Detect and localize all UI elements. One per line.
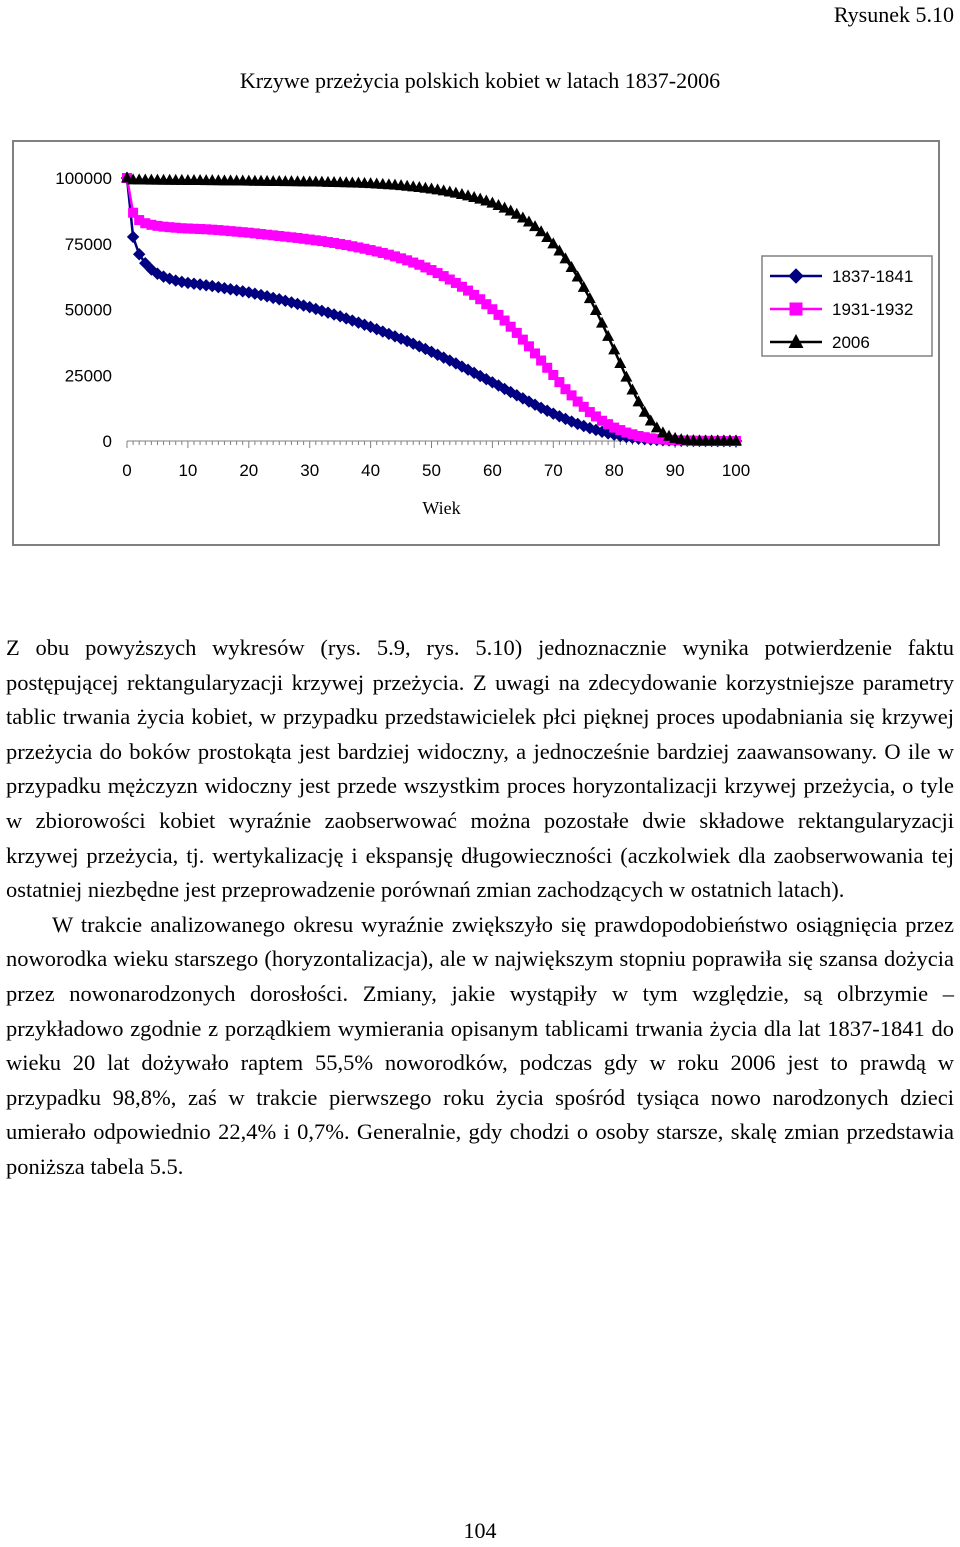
series-line: [127, 178, 736, 441]
x-tick-label: 90: [665, 461, 685, 480]
x-tick-label: 50: [422, 461, 441, 480]
legend-label: 2006: [832, 333, 870, 352]
x-tick-label: 10: [178, 461, 198, 480]
series-line: [127, 178, 736, 441]
x-tick-label: 20: [239, 461, 259, 480]
data-point: [620, 371, 632, 382]
data-point: [602, 330, 614, 341]
series-1837-1841: [122, 173, 742, 447]
x-tick-label: 100: [721, 461, 751, 480]
x-tick-label: 60: [482, 461, 502, 480]
data-point: [614, 357, 626, 368]
data-point: [128, 231, 139, 242]
chart-legend: [762, 256, 932, 356]
y-tick-label: 100000: [55, 169, 112, 188]
body-text: [6, 631, 954, 1185]
data-point: [790, 303, 803, 316]
x-tick-label: 70: [543, 461, 563, 480]
x-tick-label: 0: [122, 461, 132, 480]
legend-label: 1837-1841: [832, 267, 914, 286]
y-tick-label: 50000: [64, 300, 112, 320]
figure-title: Krzywe przeżycia polskich kobiet w latach 1837-2006: [239, 68, 721, 93]
page-number: 104: [463, 1518, 497, 1543]
x-axis-label: Wiek: [422, 498, 461, 518]
x-tick-label: 30: [300, 461, 320, 480]
series-1931-1932: [122, 173, 741, 446]
x-tick-label: 40: [361, 461, 381, 480]
y-tick-label: 25000: [64, 366, 112, 386]
x-tick-label: 80: [604, 461, 624, 480]
survival-curves-chart: [12, 140, 940, 546]
chart-series: [121, 172, 742, 447]
y-tick-label: 0: [102, 432, 112, 451]
y-tick-label: 75000: [64, 234, 112, 254]
series-2006: [121, 172, 742, 446]
paragraph: Z obu powyższych wykresów (rys. 5.9, rys. 5.10) jednoznacznie wynika potwierdzenie faktu postępującej rektangularyzacji krzywej przeżycia. Z uwagi na zdecydowanie korzystniejsze parametry tablic trwania życia kobiet, w przypadku przedstawicielek płci pięknej proces upodabniania się krzywej przeżycia do boków prostokąta jest bardziej widoczny, a jednocześnie bardziej zaawansowany. O ile w przypadku mężczyzn widoczny jest przede wszystkim proces horyzontalizacji krzywej przeżycia, o tyle w zbiorowości kobiet wyraźnie zaobserwować można pozostałe dwie składowe rektangularyzacji krzywej przeżycia, tj. wertykalizację i ekspansję długowieczności (aczkolwiek dla zaobserwowania tej ostatniej niezbędne jest przeprowadzenie porównań zmian zachodzących w ostatnich latach).: [6, 635, 954, 903]
figure-label: Rysunek 5.10: [833, 2, 954, 27]
data-point: [608, 343, 620, 354]
data-point: [590, 304, 602, 315]
data-point: [584, 292, 596, 303]
paragraph: W trakcie analizowanego okresu wyraźnie zwiększyło się prawdopodobieństwo osiągnięcia przez noworodka wieku starszego (horyzontalizacja), ale w największym stopniu poprawiła się szansa dożycia przez nowonarodzonych dorosłości. Zmiany, jakie wystąpiły w tym względzie, są olbrzymie – przykładowo zgodnie z porządkiem wymierania opisanym tablicami trwania życia dla lat 1837-1841 do wieku 20 lat dożywało raptem 55,5% noworodków, podczas gdy w roku 2006 jest to prawdą w przypadku 98,8%, zaś w trakcie pierwszego roku życia spośród tysiąca nowo narodzonych dzieci umierało odpowiednio 22,4% i 0,7%. Generalnie, gdy chodzi o osoby starsze, skalę zmian przedstawia poniższa tabela 5.5.: [6, 911, 954, 1179]
data-point: [596, 317, 608, 328]
data-point: [626, 383, 638, 394]
legend-label: 1931-1932: [832, 300, 914, 319]
series-line: [127, 178, 736, 441]
data-point: [633, 395, 645, 406]
